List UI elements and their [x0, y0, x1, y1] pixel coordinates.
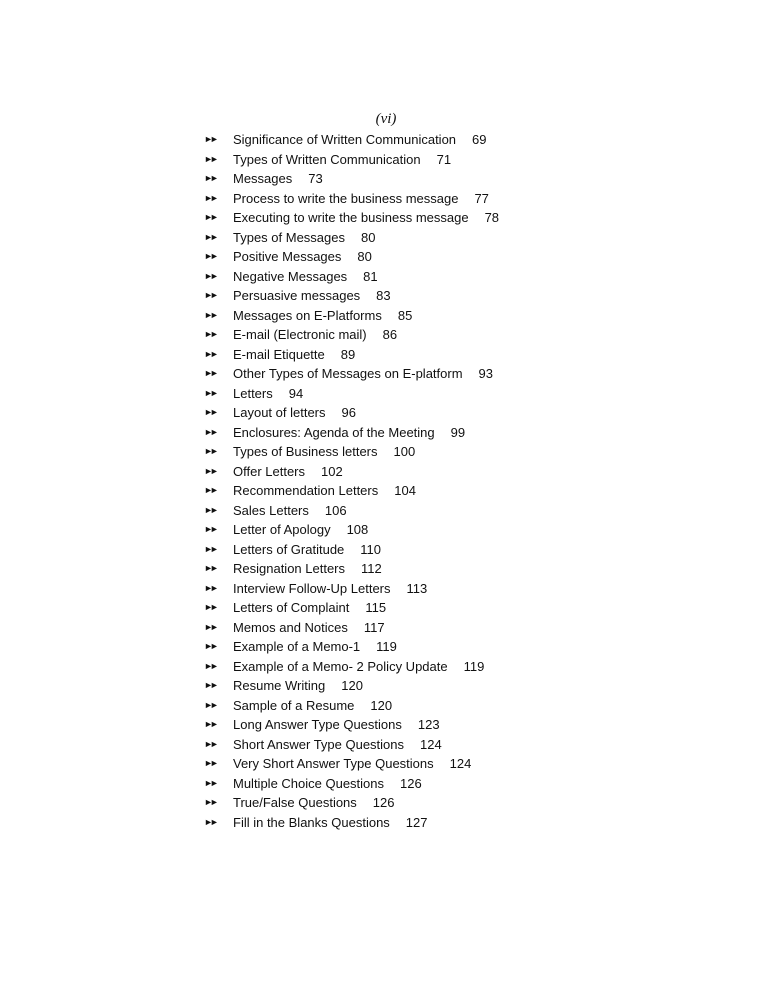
toc-entry — [204, 130, 624, 150]
toc-entry-page-number: 71 — [436, 151, 452, 167]
toc-entry-page-number: 73 — [308, 171, 323, 186]
toc-entry-page-number: 112 — [361, 561, 382, 576]
toc-entry — [204, 715, 624, 735]
toc-entry-title: Significance of Written Communication — [233, 132, 457, 147]
toc-entry — [204, 579, 624, 599]
toc-entry — [204, 501, 624, 521]
toc-entry-title: Long Answer Type Questions — [233, 717, 402, 732]
double-arrow-bullet-icon: ►► — [204, 387, 216, 398]
toc-entry-title: Types of Messages — [233, 229, 345, 245]
double-arrow-bullet-icon: ►► — [204, 777, 216, 788]
toc-entry-title: E-mail Etiquette — [233, 346, 325, 362]
double-arrow-bullet-icon: ►► — [204, 485, 216, 495]
toc-entry — [204, 559, 624, 579]
double-arrow-bullet-icon: ►► — [204, 212, 216, 222]
toc-entry-title: Sales Letters — [233, 502, 309, 518]
toc-entry-page-number: 117 — [363, 619, 385, 635]
toc-entry-page-number: 123 — [417, 717, 440, 732]
toc-entry — [204, 774, 624, 794]
double-arrow-bullet-icon: ►► — [204, 621, 216, 632]
toc-entry-page-number: 120 — [341, 678, 363, 693]
toc-entry-title: Letters — [233, 385, 273, 401]
toc-entry — [204, 228, 624, 248]
double-arrow-bullet-icon: ►► — [204, 368, 216, 378]
toc-entry-title: Types of Business letters — [233, 444, 378, 459]
toc-entry-title: True/False Questions — [233, 795, 357, 810]
toc-entry-page-number: 93 — [478, 366, 493, 381]
toc-entry — [204, 598, 624, 618]
double-arrow-bullet-icon: ►► — [204, 641, 216, 651]
double-arrow-bullet-icon: ►► — [204, 426, 216, 437]
toc-entry-title: Sample of a Resume — [233, 697, 355, 713]
toc-entry — [204, 540, 624, 560]
double-arrow-bullet-icon: ►► — [204, 719, 216, 729]
double-arrow-bullet-icon: ►► — [204, 446, 216, 456]
toc-entry-title: Positive Messages — [233, 249, 342, 264]
double-arrow-bullet-icon: ►► — [204, 173, 216, 183]
toc-entry-title: Layout of letters — [233, 405, 326, 420]
toc-entry-page-number: 78 — [484, 210, 500, 225]
table-of-contents — [204, 130, 624, 832]
toc-entry — [204, 442, 624, 462]
toc-entry-title: Example of a Memo-1 — [233, 639, 361, 654]
double-arrow-bullet-icon: ►► — [204, 660, 216, 671]
toc-entry — [204, 150, 624, 170]
toc-entry-page-number: 126 — [400, 775, 422, 791]
toc-entry-page-number: 81 — [363, 268, 378, 284]
toc-entry-title: Process to write the business message — [233, 190, 459, 206]
toc-entry — [204, 481, 624, 501]
toc-entry — [204, 169, 624, 189]
toc-entry — [204, 208, 624, 228]
double-arrow-bullet-icon: ►► — [204, 251, 216, 261]
toc-entry-page-number: 108 — [346, 522, 369, 537]
toc-entry-page-number: 96 — [341, 405, 356, 420]
toc-entry-page-number: 94 — [288, 385, 304, 401]
toc-entry-page-number: 83 — [376, 288, 391, 303]
toc-entry-page-number: 119 — [463, 658, 485, 674]
toc-entry-page-number: 104 — [394, 483, 416, 498]
toc-entry — [204, 247, 624, 267]
toc-entry-title: Executing to write the business message — [233, 210, 469, 225]
double-arrow-bullet-icon: ►► — [204, 524, 216, 534]
page-number: (vi) — [375, 111, 397, 127]
toc-entry-page-number: 86 — [382, 327, 398, 342]
toc-entry-page-number: 99 — [450, 424, 466, 440]
toc-entry-page-number: 126 — [372, 795, 395, 810]
toc-entry-page-number: 89 — [340, 346, 356, 362]
double-arrow-bullet-icon: ►► — [204, 290, 216, 300]
toc-entry — [204, 637, 624, 657]
toc-entry-page-number: 113 — [406, 580, 428, 596]
toc-entry-page-number: 77 — [474, 190, 489, 206]
toc-entry-title: Recommendation Letters — [233, 483, 379, 498]
toc-entry-title: Interview Follow-Up Letters — [233, 580, 391, 596]
toc-entry-page-number: 106 — [324, 502, 347, 518]
toc-entry-title: Persuasive messages — [233, 288, 361, 303]
toc-entry-page-number: 124 — [449, 756, 472, 771]
toc-entry-title: Messages — [233, 171, 293, 186]
toc-entry-title: Offer Letters — [233, 463, 306, 479]
toc-entry — [204, 325, 624, 345]
toc-entry-title: Short Answer Type Questions — [233, 736, 405, 752]
toc-entry-title: Messages on E-Platforms — [233, 307, 382, 323]
double-arrow-bullet-icon: ►► — [204, 758, 216, 768]
toc-entry-title: Other Types of Messages on E-platform — [233, 366, 463, 381]
toc-entry-title: Enclosures: Agenda of the Meeting — [233, 424, 435, 440]
toc-entry-page-number: 115 — [365, 600, 387, 615]
toc-entry — [204, 793, 624, 813]
double-arrow-bullet-icon: ►► — [204, 738, 216, 749]
double-arrow-bullet-icon: ►► — [204, 797, 216, 807]
toc-entry-title: Letters of Complaint — [233, 600, 350, 615]
toc-entry — [204, 403, 624, 423]
toc-entry — [204, 735, 624, 755]
double-arrow-bullet-icon: ►► — [204, 134, 216, 144]
double-arrow-bullet-icon: ►► — [204, 192, 216, 203]
toc-entry-title: Negative Messages — [233, 268, 348, 284]
toc-entry-title: Letter of Apology — [233, 522, 331, 537]
toc-entry-title: Memos and Notices — [233, 619, 348, 635]
toc-entry — [204, 813, 624, 833]
toc-entry — [204, 696, 624, 716]
double-arrow-bullet-icon: ►► — [204, 231, 216, 242]
double-arrow-bullet-icon: ►► — [204, 465, 216, 476]
toc-entry — [204, 189, 624, 209]
toc-entry — [204, 462, 624, 482]
double-arrow-bullet-icon: ►► — [204, 504, 216, 515]
toc-entry-page-number: 80 — [361, 229, 376, 245]
toc-entry-page-number: 102 — [321, 463, 343, 479]
toc-entry — [204, 364, 624, 384]
toc-entry-page-number: 85 — [397, 307, 413, 323]
toc-entry-page-number: 120 — [370, 697, 393, 713]
double-arrow-bullet-icon: ►► — [204, 680, 216, 690]
toc-entry — [204, 676, 624, 696]
toc-entry-title: Letters of Gratitude — [233, 541, 345, 557]
double-arrow-bullet-icon: ►► — [204, 309, 216, 320]
toc-entry-page-number: 124 — [420, 736, 442, 752]
toc-entry — [204, 520, 624, 540]
toc-entry-page-number: 127 — [405, 814, 428, 830]
toc-entry-page-number: 80 — [357, 249, 372, 264]
double-arrow-bullet-icon: ►► — [204, 602, 216, 612]
toc-entry — [204, 286, 624, 306]
toc-entry-title: Fill in the Blanks Questions — [233, 814, 390, 830]
double-arrow-bullet-icon: ►► — [204, 582, 216, 593]
double-arrow-bullet-icon: ►► — [204, 543, 216, 554]
double-arrow-bullet-icon: ►► — [204, 270, 216, 281]
toc-entry-page-number: 69 — [472, 132, 487, 147]
toc-entry-title: Types of Written Communication — [233, 151, 421, 167]
toc-entry — [204, 657, 624, 677]
toc-entry — [204, 306, 624, 326]
double-arrow-bullet-icon: ►► — [204, 563, 216, 573]
toc-entry-page-number: 119 — [376, 639, 397, 654]
toc-entry-title: Very Short Answer Type Questions — [233, 756, 434, 771]
toc-entry — [204, 754, 624, 774]
toc-entry-title: Example of a Memo- 2 Policy Update — [233, 658, 448, 674]
double-arrow-bullet-icon: ►► — [204, 153, 216, 164]
double-arrow-bullet-icon: ►► — [204, 348, 216, 359]
toc-entry-title: Resignation Letters — [233, 561, 346, 576]
toc-entry — [204, 267, 624, 287]
toc-entry — [204, 618, 624, 638]
double-arrow-bullet-icon: ►► — [204, 816, 216, 827]
double-arrow-bullet-icon: ►► — [204, 699, 216, 710]
toc-entry-page-number: 110 — [360, 541, 382, 557]
toc-entry-title: Resume Writing — [233, 678, 326, 693]
toc-entry — [204, 423, 624, 443]
toc-entry — [204, 345, 624, 365]
toc-entry-title: E-mail (Electronic mail) — [233, 327, 367, 342]
toc-entry-title: Multiple Choice Questions — [233, 775, 385, 791]
double-arrow-bullet-icon: ►► — [204, 329, 216, 339]
toc-entry — [204, 384, 624, 404]
toc-entry-page-number: 100 — [393, 444, 416, 459]
double-arrow-bullet-icon: ►► — [204, 407, 216, 417]
